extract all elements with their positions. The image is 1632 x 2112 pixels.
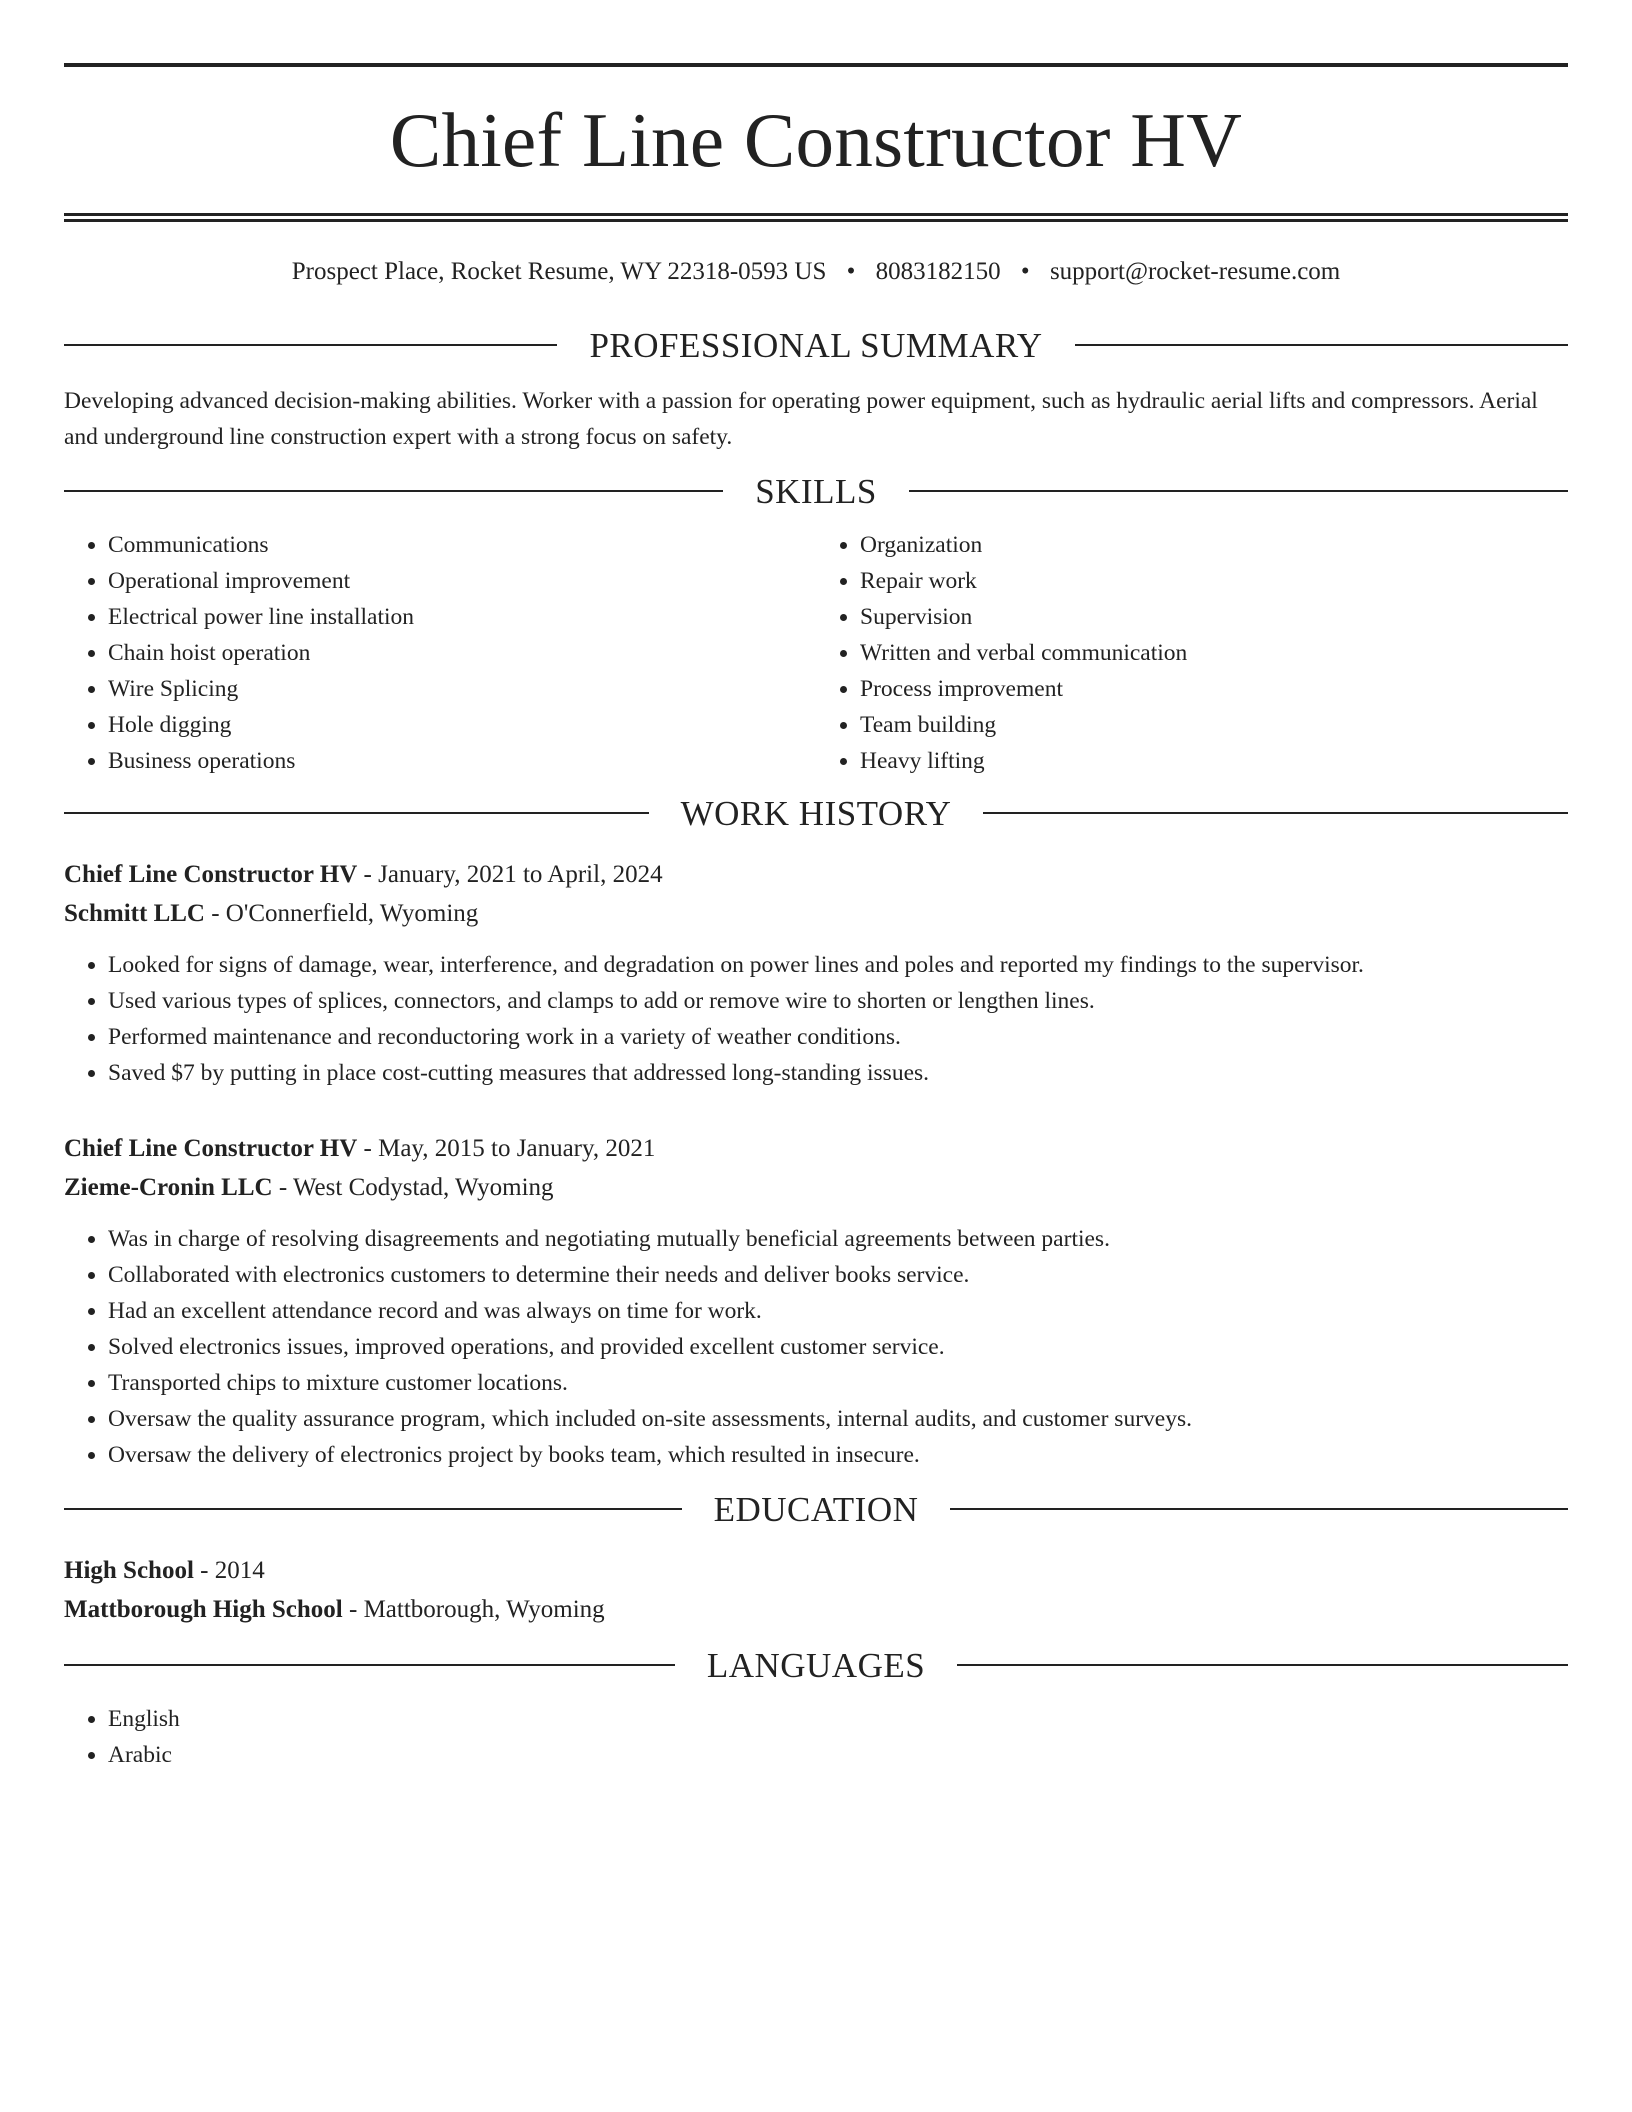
job-bullet: • Performed maintenance and reconductoring work in a variety of weather conditions. bbox=[108, 1019, 1568, 1055]
skill-item: • Wire Splicing bbox=[108, 671, 816, 707]
education-school-line bbox=[64, 1590, 1568, 1629]
section-header-summary bbox=[64, 325, 1568, 365]
job-bullets bbox=[64, 1221, 1568, 1473]
education-location: - Mattborough, Wyoming bbox=[342, 1596, 605, 1623]
summary-text: Developing advanced decision-making abilities. Worker with a passion for operating power equipment, such as hydraulic aerial lifts and compressors. Aerial and underground line construction expert with a strong focus on safety. bbox=[64, 388, 1538, 450]
job-company: Schmitt LLC bbox=[64, 900, 205, 927]
section-rule bbox=[983, 812, 1568, 814]
job-bullets bbox=[64, 947, 1568, 1091]
skill-item: • Electrical power line installation bbox=[108, 599, 816, 635]
education-degree: High School bbox=[64, 1557, 194, 1584]
languages-list bbox=[64, 1701, 1568, 1773]
language-item: • Arabic bbox=[108, 1737, 1568, 1773]
job-dates: - January, 2021 to April, 2024 bbox=[357, 861, 663, 888]
skill-item: • Chain hoist operation bbox=[108, 635, 816, 671]
section-rule bbox=[64, 1508, 682, 1510]
job-bullet: • Saved $7 by putting in place cost-cutting measures that addressed long-standing issues. bbox=[108, 1055, 1568, 1091]
education-degree-line bbox=[64, 1551, 1568, 1590]
education-entry bbox=[64, 1551, 1568, 1629]
skill-item: • Communications bbox=[108, 527, 816, 563]
job-title-line bbox=[64, 855, 1568, 894]
section-header-education bbox=[64, 1489, 1568, 1529]
top-rule bbox=[64, 63, 1568, 67]
job-bullet: • Oversaw the delivery of electronics project by books team, which resulted in insecure. bbox=[108, 1437, 1568, 1473]
job-title-line bbox=[64, 1129, 1568, 1168]
job-role: Chief Line Constructor HV bbox=[64, 1135, 358, 1162]
section-title: SKILLS bbox=[755, 471, 877, 511]
section-rule bbox=[950, 1508, 1568, 1510]
job-bullet: • Collaborated with electronics customers to determine their needs and deliver books service. bbox=[108, 1257, 1568, 1293]
skills-list bbox=[64, 527, 1568, 779]
job-bullet: • Was in charge of resolving disagreements and negotiating mutually beneficial agreements between parties. bbox=[108, 1221, 1568, 1257]
section-title: WORK HISTORY bbox=[680, 793, 952, 833]
job-company: Zieme-Cronin LLC bbox=[64, 1174, 273, 1201]
job-dates: - May, 2015 to January, 2021 bbox=[357, 1135, 656, 1162]
skill-item: • Team building bbox=[860, 707, 1568, 743]
skill-item: • Written and verbal communication bbox=[860, 635, 1568, 671]
contact-address: Prospect Place, Rocket Resume, WY 22318-0593 US bbox=[291, 258, 827, 285]
contact-separator: • bbox=[1020, 258, 1030, 285]
skill-item: • Heavy lifting bbox=[860, 743, 1568, 779]
section-rule bbox=[64, 812, 649, 814]
section-title: LANGUAGES bbox=[706, 1645, 926, 1685]
job-location: - West Codystad, Wyoming bbox=[272, 1174, 554, 1201]
contact-email: support@rocket-resume.com bbox=[1049, 258, 1341, 285]
education-school: Mattborough High School bbox=[64, 1596, 343, 1623]
contact-separator: • bbox=[846, 258, 856, 285]
contact-phone: 8083182150 bbox=[875, 258, 1001, 285]
skill-item: • Hole digging bbox=[108, 707, 816, 743]
section-header-skills bbox=[64, 471, 1568, 511]
section-header-languages bbox=[64, 1645, 1568, 1685]
skill-item: • Business operations bbox=[108, 743, 816, 779]
skills-column-right bbox=[816, 527, 1568, 779]
job-company-line bbox=[64, 894, 1568, 933]
job-bullet: • Transported chips to mixture customer locations. bbox=[108, 1365, 1568, 1401]
job-company-line bbox=[64, 1168, 1568, 1207]
job-location: - O'Connerfield, Wyoming bbox=[204, 900, 479, 927]
section-rule bbox=[64, 1664, 675, 1666]
section-header-work bbox=[64, 793, 1568, 833]
skills-column-left bbox=[64, 527, 816, 779]
skill-item: • Supervision bbox=[860, 599, 1568, 635]
candidate-name: Chief Line Constructor HV bbox=[389, 97, 1243, 183]
job-role: Chief Line Constructor HV bbox=[64, 861, 358, 888]
section-rule bbox=[1075, 344, 1568, 346]
resume-page bbox=[64, 0, 1568, 1773]
section-title: EDUCATION bbox=[713, 1489, 919, 1529]
education-year: - 2014 bbox=[193, 1557, 265, 1584]
job-entry bbox=[64, 855, 1568, 1091]
section-title: PROFESSIONAL SUMMARY bbox=[589, 325, 1043, 365]
section-rule bbox=[909, 490, 1568, 492]
skill-item: • Operational improvement bbox=[108, 563, 816, 599]
job-bullet: • Solved electronics issues, improved operations, and provided excellent customer service. bbox=[108, 1329, 1568, 1365]
section-rule bbox=[64, 490, 723, 492]
job-entry bbox=[64, 1129, 1568, 1473]
double-rule bbox=[64, 213, 1568, 222]
skill-item: • Process improvement bbox=[860, 671, 1568, 707]
section-rule bbox=[957, 1664, 1568, 1666]
job-bullet: • Oversaw the quality assurance program, which included on-site assessments, internal audits, and customer surveys. bbox=[108, 1401, 1568, 1437]
contact-line bbox=[64, 259, 1568, 287]
job-bullet: • Used various types of splices, connectors, and clamps to add or remove wire to shorten or lengthen lines. bbox=[108, 983, 1568, 1019]
language-item: • English bbox=[108, 1701, 1568, 1737]
section-rule bbox=[64, 344, 557, 346]
skill-item: • Organization bbox=[860, 527, 1568, 563]
skill-item: • Repair work bbox=[860, 563, 1568, 599]
job-bullet: • Had an excellent attendance record and was always on time for work. bbox=[108, 1293, 1568, 1329]
job-bullet: • Looked for signs of damage, wear, interference, and degradation on power lines and poles and reported my findings to the supervisor. bbox=[108, 947, 1568, 983]
